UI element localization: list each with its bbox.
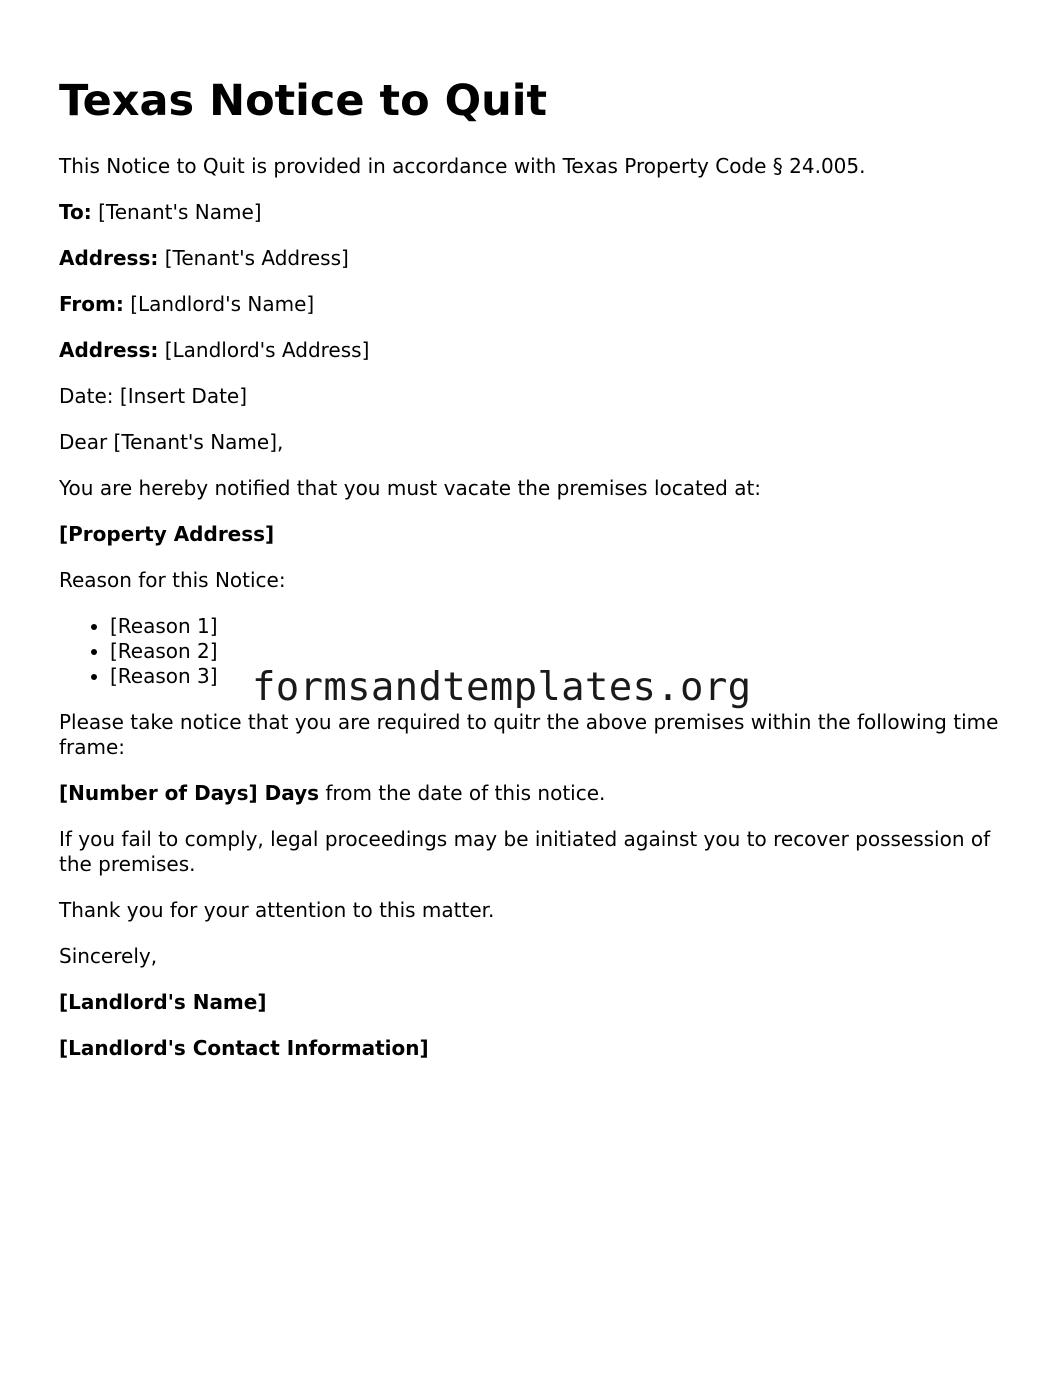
- list-item: • [Reason 1]: [110, 614, 1009, 639]
- signature-name: [Landlord's Name]: [59, 990, 267, 1014]
- to-value: [Tenant's Name]: [98, 200, 262, 224]
- notice-line: You are hereby notified that you must vacate the premises located at:: [59, 476, 762, 500]
- to-line: [59, 200, 1009, 225]
- timeframe-paragraph: Please take notice that you are required to quitr the above premises within the following time frame:: [59, 710, 999, 759]
- days-bold: [Number of Days] Days: [59, 781, 320, 805]
- tenant-address-line: [59, 246, 1009, 271]
- from-value: [Landlord's Name]: [130, 292, 315, 316]
- document-page: [59, 0, 1009, 1061]
- document-title: Texas Notice to Quit: [59, 76, 548, 126]
- to-label: To:: [59, 200, 92, 224]
- days-line: [59, 781, 1009, 806]
- intro-paragraph: This Notice to Quit is provided in accordance with Texas Property Code § 24.005.: [59, 154, 866, 178]
- from-line: [59, 292, 1009, 317]
- list-item: • [Reason 3]: [110, 664, 1009, 689]
- landlord-address-value: [Landlord's Address]: [164, 338, 370, 362]
- from-label: From:: [59, 292, 124, 316]
- date-line: Date: [Insert Date]: [59, 384, 248, 408]
- thanks-line: Thank you for your attention to this matter.: [59, 898, 495, 922]
- signature-contact: [Landlord's Contact Information]: [59, 1036, 429, 1060]
- tenant-address-value: [Tenant's Address]: [164, 246, 349, 270]
- landlord-address-label: Address:: [59, 338, 159, 362]
- days-rest: from the date of this notice.: [325, 781, 606, 805]
- property-address: [Property Address]: [59, 522, 275, 546]
- tenant-address-label: Address:: [59, 246, 159, 270]
- closing-line: Sincerely,: [59, 944, 158, 968]
- landlord-address-line: [59, 338, 1009, 363]
- reason-heading: Reason for this Notice:: [59, 568, 286, 592]
- list-item: • [Reason 2]: [110, 639, 1009, 664]
- watermark-text: formsandtemplates.org: [252, 665, 752, 710]
- consequence-paragraph: If you fail to comply, legal proceedings may be initiated against you to recover possession of the premises.: [59, 827, 991, 876]
- salutation: Dear [Tenant's Name],: [59, 430, 284, 454]
